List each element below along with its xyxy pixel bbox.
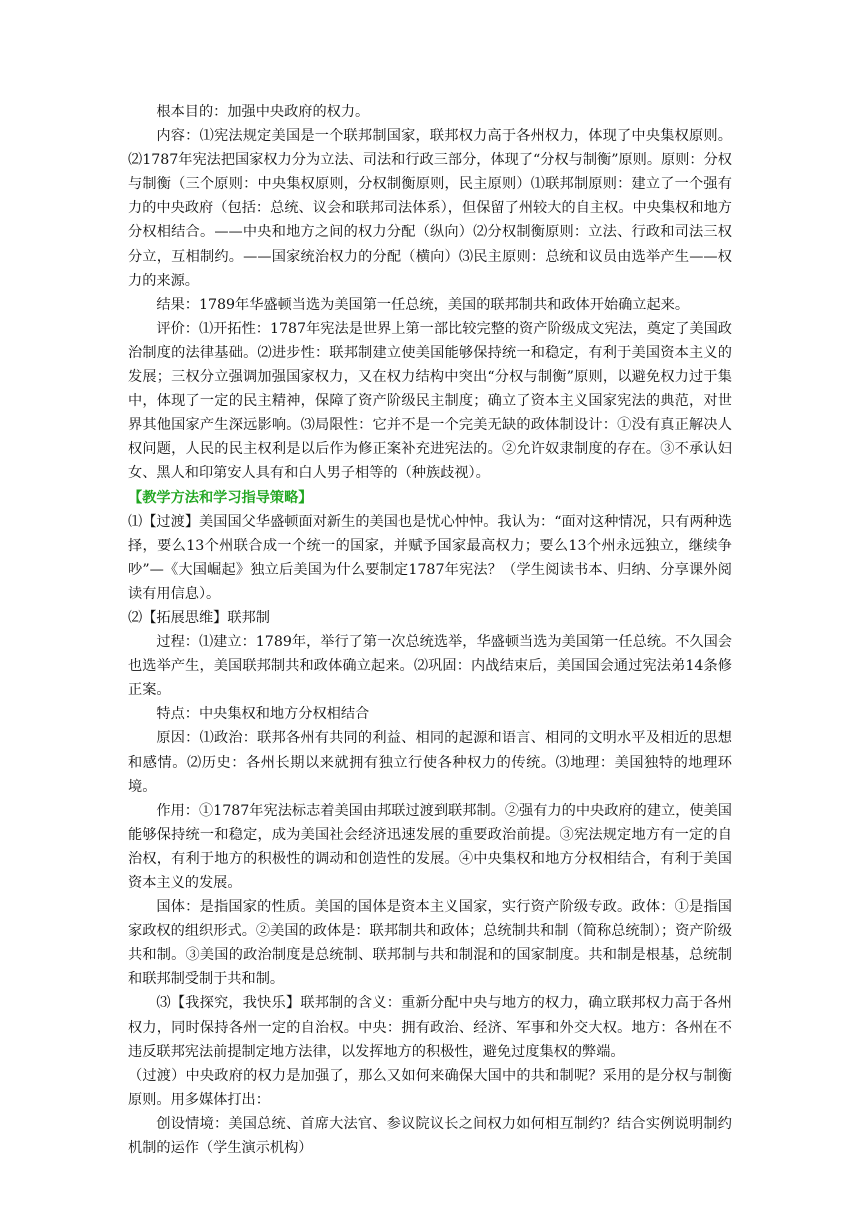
paragraph-effects: 作用：①1787年宪法标志着美国由邦联过渡到联邦制。②强有力的中央政府的建立，使美国能够保持统一和稳定，成为美国社会经济迅速发展的重要政治前提。③宪法规定地方有一定的自治权，有利于地方的积极性的调动和创造性的发展。④中央集权和地方分权相结合，有利于美国资本主义的发展。 [128, 802, 732, 891]
paragraph-process: 过程：⑴建立：1789年，举行了第一次总统选举，华盛顿当选为美国第一任总统。不久国会也选举产生，美国联邦制共和政体确立起来。⑵巩固：内战结束后，美国国会通过宪法弟14条修正案。 [128, 634, 732, 699]
paragraph-explore: ⑶【我探究，我快乐】联邦制的含义：重新分配中央与地方的权力，确立联邦权力高于各州权力，同时保持各州一定的自治权。中央：拥有政治、经济、军事和外交大权。地方：各州在不违反联邦宪法前提制定地方法律，以发挥地方的积极性，避免过度集权的弊端。 [128, 995, 732, 1060]
paragraph-reasons: 原因：⑴政治：联邦各州有共同的利益、相同的起源和语言、相同的文明水平及相近的思想和感情。⑵历史：各州长期以来就拥有独立行使各种权力的传统。⑶地理：美国独特的地理环境。 [128, 730, 732, 795]
paragraph-evaluation: 评价：⑴开拓性：1787年宪法是世界上第一部比较完整的资产阶级成文宪法，奠定了美国政治制度的法律基础。⑵进步性：联邦制建立使美国能够保持统一和稳定，有利于美国资本主义的发展；三权分立强调加强国家权力，又在权力结构中突出“分权与制衡”原则，以避免权力过于集中，体现了一定的民主精神，保障了资产阶级民主制度；确立了资本主义国家宪法的典范，对世界其他国家产生深远影响。⑶局限性：它并不是一个完美无缺的政体制设计：①没有真正解决人权问题，人民的民主权利是以后作为修正案补充进宪法的。②允许奴隶制度的存在。③不承认妇女、黑人和印第安人具有和白人男子相等的（种族歧视）。 [128, 320, 732, 482]
paragraph-transition: ⑴【过渡】美国国父华盛顿面对新生的美国也是忧心忡忡。我认为：“面对这种情况，只有两种选择，要么13个州联合成一个统一的国家，并赋予国家最高权力；要么13个州永远独立，继续争吵”—《大国崛起》独立后美国为什么要制定1787年宪法？（学生阅读书本、归纳、分享课外阅读有用信息）。 [128, 513, 732, 602]
section-heading-teaching-methods: 【教学方法和学习指导策略】 [128, 489, 313, 506]
paragraph-transition-2: （过渡）中央政府的权力是加强了，那么又如何来确保大国中的共和制呢？采用的是分权与制衡原则。用多媒体打出： [128, 1067, 732, 1108]
paragraph-expand-thinking: ⑵【拓展思维】联邦制 [128, 609, 270, 626]
paragraph-result: 结果：1789年华盛顿当选为美国第一任总统，美国的联邦制共和政体开始确立起来。 [156, 296, 690, 313]
paragraph-state-system: 国体：是指国家的性质。美国的国体是资本主义国家，实行资产阶级专政。政体：①是指国家政权的组织形式。②美国的政体是：联邦制共和政体；总统制共和制（简称总统制）；资产阶级共和制。③美国的政治制度是总统制、联邦制与共和制混和的国家制度。共和制是根基，总统制和联邦制受制于共和制。 [128, 899, 732, 988]
paragraph-fundamental-goal: 根本目的：加强中央政府的权力。 [156, 104, 370, 120]
document-page [128, 100, 732, 1160]
paragraph-features: 特点：中央集权和地方分权相结合 [156, 706, 370, 723]
paragraph-content: 内容：⑴宪法规定美国是一个联邦制国家，联邦权力高于各州权力，体现了中央集权原则。⑵1787年宪法把国家权力分为立法、司法和行政三部分，体现了“分权与制衡”原则。原则：分权与制衡（三个原则：中央集权原则，分权制衡原则，民主原则）⑴联邦制原则：建立了一个强有力的中央政府（包括：总统、议会和联邦司法体系），但保留了州较大的自主权。中央集权和地方分权相结合。——中央和地方之间的权力分配（纵向）⑵分权制衡原则：立法、行政和司法三权分立，互相制约。——国家统治权力的分配（横向）⑶民主原则：总统和议员由选举产生——权力的来源。 [128, 128, 732, 289]
paragraph-scenario: 创设情境：美国总统、首席大法官、参议院议长之间权力如何相互制约？结合实例说明制约机制的运作（学生演示机构） [128, 1115, 732, 1157]
